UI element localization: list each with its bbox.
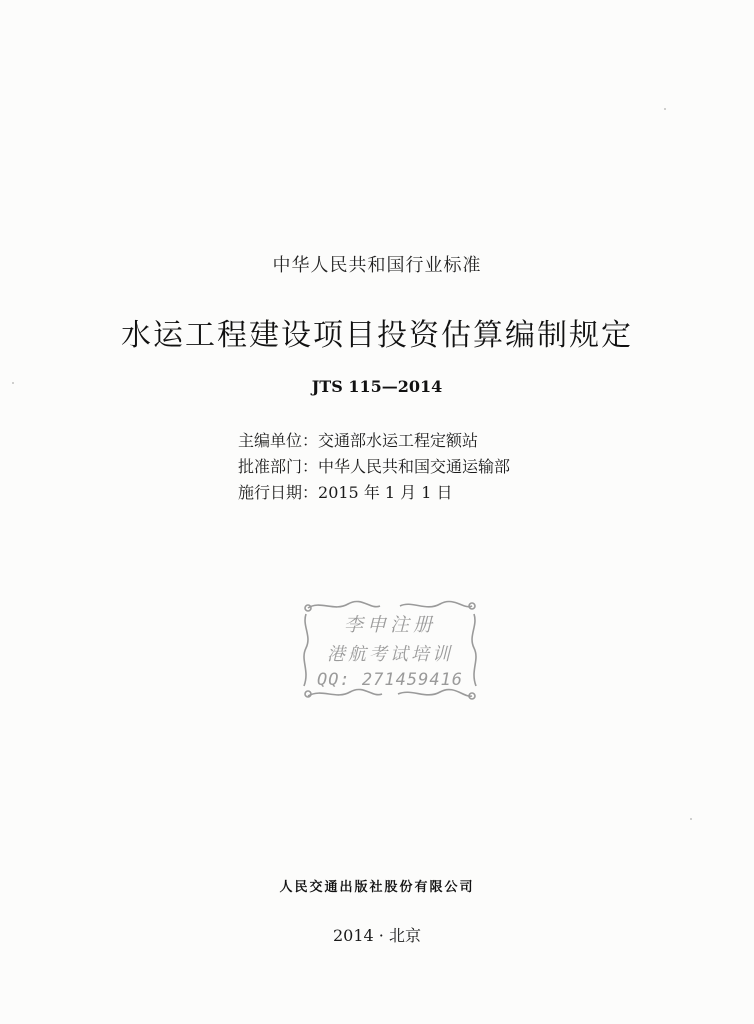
info-line-approver	[238, 454, 510, 480]
standard-series-title: 中华人民共和国行业标准	[272, 255, 482, 276]
scan-speck	[690, 818, 692, 820]
info-label: 施行日期：	[238, 483, 319, 502]
info-label: 批准部门：	[238, 457, 319, 476]
scan-speck	[664, 108, 666, 110]
info-value: 2015 年 1 月 1 日	[318, 483, 453, 502]
info-line-effective-date	[238, 480, 510, 506]
publication-year-place: 2014 · 北京	[333, 926, 421, 945]
stamp-text-line: 李申注册	[343, 614, 436, 636]
info-value: 交通部水运工程定额站	[318, 431, 479, 450]
info-line-editor	[238, 428, 510, 454]
info-value: 中华人民共和国交通运输部	[318, 457, 511, 476]
info-block	[238, 428, 510, 506]
publisher-name: 人民交通出版社股份有限公司	[279, 880, 475, 895]
document-title: 水运工程建设项目投资估算编制规定	[121, 318, 633, 353]
stamp-text-line: QQ: 271459416	[316, 670, 464, 690]
stamp-text-line: 港航考试培训	[327, 644, 453, 665]
info-label: 主编单位：	[238, 431, 319, 450]
standard-code: JTS 115—2014	[311, 377, 443, 396]
watermark-stamp	[300, 596, 480, 706]
